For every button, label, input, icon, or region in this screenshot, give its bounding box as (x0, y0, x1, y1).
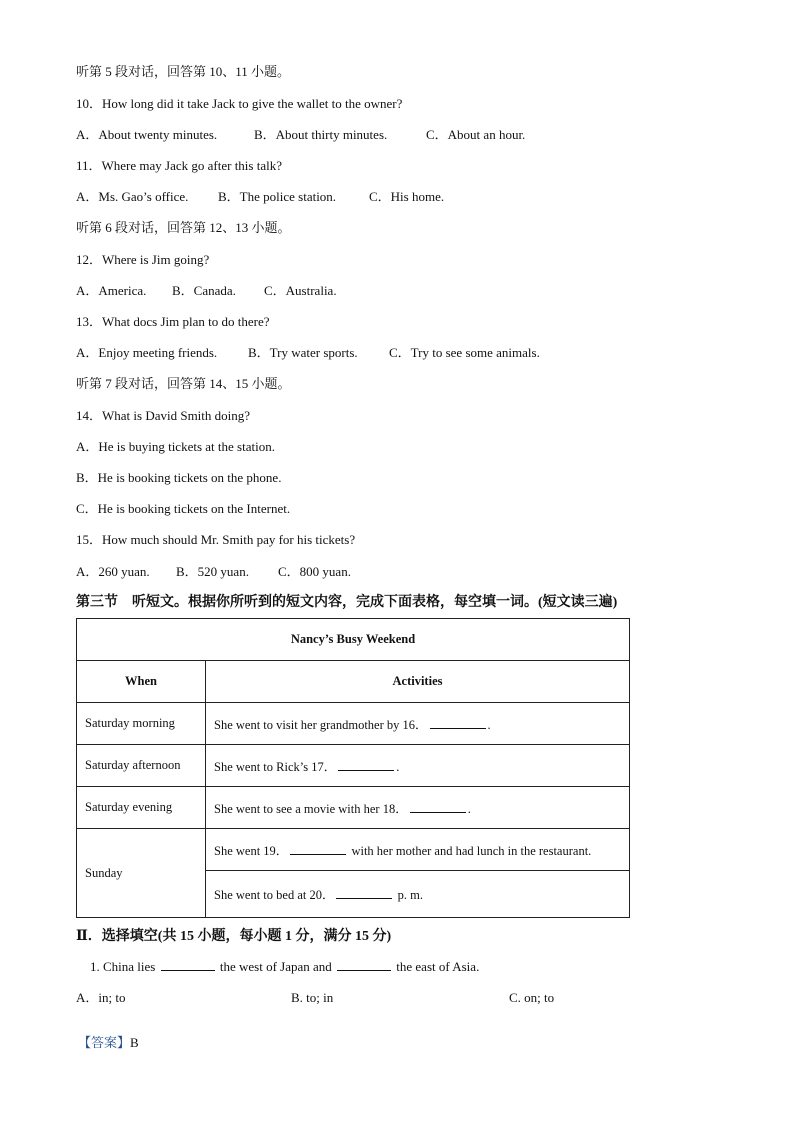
activity-cell (206, 745, 630, 787)
activity-cell (206, 829, 630, 871)
option-b: B．520 yuan. (176, 564, 249, 579)
when-cell: Saturday afternoon (77, 745, 206, 787)
question-14-option-b: B．He is booking tickets on the phone. (76, 470, 282, 485)
activity-text-end: . (487, 717, 491, 732)
activity-text: She went to bed at 20． (214, 888, 335, 902)
weekend-table (76, 618, 630, 918)
question-text-end: the east of Asia. (393, 959, 480, 974)
activity-text-end: . (396, 759, 400, 774)
answer-blank-16 (430, 718, 486, 729)
part-2-heading: Ⅱ．选择填空(共 15 小题，每小题 1 分，满分 15 分) (76, 929, 392, 944)
option-a: A．America. (76, 283, 147, 298)
activity-cell (206, 871, 630, 918)
answer-value: B (130, 1035, 139, 1050)
when-cell: Saturday evening (77, 787, 206, 829)
section-3-heading: 第三节 听短文。根据你所听到的短文内容，完成下面表格，每空填一词。(短文读三遍) (76, 595, 618, 610)
table-row (77, 829, 630, 871)
answer-tag: 【答案】 (78, 1036, 131, 1051)
activity-text: She went to visit her grandmother by 16． (214, 717, 428, 732)
option-b: B．About thirty minutes. (254, 127, 388, 142)
answer-line (78, 1032, 139, 1051)
table-title: Nancy’s Busy Weekend (77, 619, 630, 661)
option-b: B．Try water sports. (248, 345, 358, 360)
activity-text: She went to Rick’s 17． (214, 759, 337, 774)
activity-cell (206, 787, 630, 829)
answer-blank (161, 960, 215, 971)
table-row (77, 703, 630, 745)
option-a: A．Ms. Gao’s office. (76, 189, 189, 204)
when-cell: Saturday morning (77, 703, 206, 745)
answer-blank-17 (338, 760, 394, 771)
option-b: B. to; in (291, 990, 334, 1005)
column-header-when: When (77, 661, 206, 703)
option-c: C．800 yuan. (278, 564, 351, 579)
column-header-activities: Activities (206, 661, 630, 703)
activity-text-end: p. m. (394, 888, 423, 902)
option-b: B．The police station. (218, 189, 337, 204)
part-2-question-1 (90, 959, 479, 975)
option-b: B．Canada. (172, 283, 236, 298)
option-a: A．Enjoy meeting friends. (76, 345, 218, 360)
question-text-mid: the west of Japan and (216, 959, 336, 974)
option-c: C．Australia. (264, 283, 337, 298)
question-14-option-a: A．He is buying tickets at the station. (76, 439, 275, 454)
question-15: 15．How much should Mr. Smith pay for his tickets? (76, 532, 356, 547)
answer-blank (337, 960, 391, 971)
answer-blank-18 (410, 802, 466, 813)
activity-text: She went 19． (214, 843, 289, 858)
question-text: 1. China lies (90, 959, 156, 974)
option-c: C．Try to see some animals. (389, 345, 540, 360)
option-c: C．About an hour. (426, 127, 526, 142)
question-11: 11．Where may Jack go after this talk? (76, 158, 282, 173)
answer-blank-20 (336, 888, 392, 899)
activity-text: She went to see a movie with her 18． (214, 801, 408, 816)
table-row (77, 787, 630, 829)
when-cell: Sunday (77, 829, 206, 918)
dialogue-6-instruction: 听第 6 段对话，回答第 12、13 小题。 (76, 220, 291, 235)
activity-text-end: with her mother and had lunch in the restaurant. (348, 843, 592, 858)
activity-cell (206, 703, 630, 745)
dialogue-7-instruction: 听第 7 段对话，回答第 14、15 小题。 (76, 376, 291, 391)
option-c: C. on; to (509, 990, 555, 1005)
option-a: A．in; to (76, 990, 126, 1005)
activity-text-end: . (467, 801, 471, 816)
question-14-option-c: C．He is booking tickets on the Internet. (76, 501, 291, 516)
question-12: 12．Where is Jim going? (76, 252, 210, 267)
question-13: 13．What docs Jim plan to do there? (76, 314, 270, 329)
option-a: A．About twenty minutes. (76, 127, 218, 142)
option-a: A．260 yuan. (76, 564, 150, 579)
table-row (77, 745, 630, 787)
question-14: 14．What is David Smith doing? (76, 408, 251, 423)
question-10: 10．How long did it take Jack to give the wallet to the owner? (76, 96, 403, 111)
dialogue-5-instruction: 听第 5 段对话，回答第 10、11 小题。 (76, 64, 291, 79)
option-c: C．His home. (369, 189, 445, 204)
answer-blank-19 (290, 844, 346, 855)
